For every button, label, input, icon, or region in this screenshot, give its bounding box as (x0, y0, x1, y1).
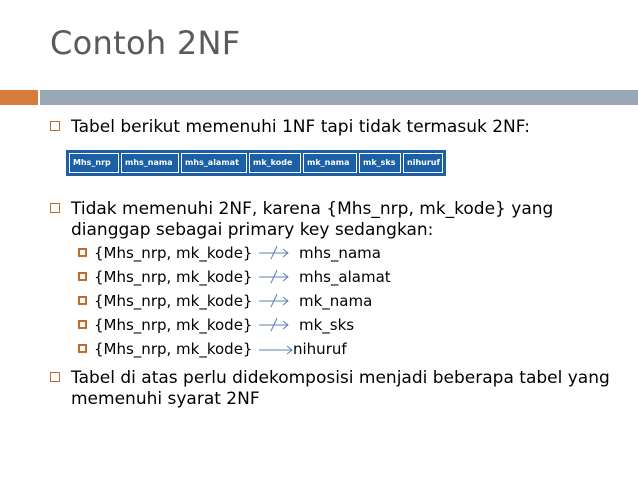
slide-title: Contoh 2NF (50, 24, 241, 62)
square-sub-bullet-icon (78, 296, 87, 305)
square-sub-bullet-icon (78, 344, 87, 353)
not-determines-arrow-icon (258, 315, 290, 335)
table-column-header: mk_sks (359, 153, 401, 173)
not-determines-arrow-icon (258, 267, 290, 287)
square-bullet-icon (50, 203, 60, 213)
table-column-header: mk_kode (249, 153, 301, 173)
dependency-rhs: mhs_nama (299, 244, 381, 262)
table-column-header: mk_nama (303, 153, 357, 173)
table-header (66, 150, 446, 176)
square-sub-bullet-icon (78, 248, 87, 257)
square-sub-bullet-icon (78, 272, 87, 281)
bullet-3-text: Tabel di atas perlu didekomposisi menjadi beberapa tabel yang memenuhi syarat 2NF (71, 368, 610, 409)
determines-arrow-icon (258, 339, 294, 359)
square-bullet-icon (50, 372, 60, 382)
dependency-lhs: {Mhs_nrp, mk_kode} (94, 316, 253, 334)
title-accent-bar (0, 90, 40, 105)
dependency-lhs: {Mhs_nrp, mk_kode} (94, 268, 253, 286)
title-divider-bar (40, 90, 638, 105)
dependency-lhs: {Mhs_nrp, mk_kode} (94, 340, 253, 358)
not-determines-arrow-icon (258, 291, 290, 311)
square-sub-bullet-icon (78, 320, 87, 329)
square-bullet-icon (50, 121, 60, 131)
table-column-header: Mhs_nrp (69, 153, 119, 173)
table-column-header: mhs_nama (121, 153, 179, 173)
dependency-rhs: nihuruf (293, 340, 347, 358)
table-column-header: nihuruf (403, 153, 443, 173)
dependency-rhs: mk_nama (299, 292, 373, 310)
dependency-lhs: {Mhs_nrp, mk_kode} (94, 244, 253, 262)
dependency-rhs: mhs_alamat (299, 268, 391, 286)
dependency-rhs: mk_sks (299, 316, 355, 334)
not-determines-arrow-icon (258, 243, 290, 263)
table-column-header: mhs_alamat (181, 153, 247, 173)
bullet-2-text: Tidak memenuhi 2NF, karena {Mhs_nrp, mk_kode} yang dianggap sebagai primary key sedangkan: (71, 199, 554, 240)
dependency-lhs: {Mhs_nrp, mk_kode} (94, 292, 253, 310)
bullet-1-text: Tabel berikut memenuhi 1NF tapi tidak termasuk 2NF: (71, 117, 530, 137)
